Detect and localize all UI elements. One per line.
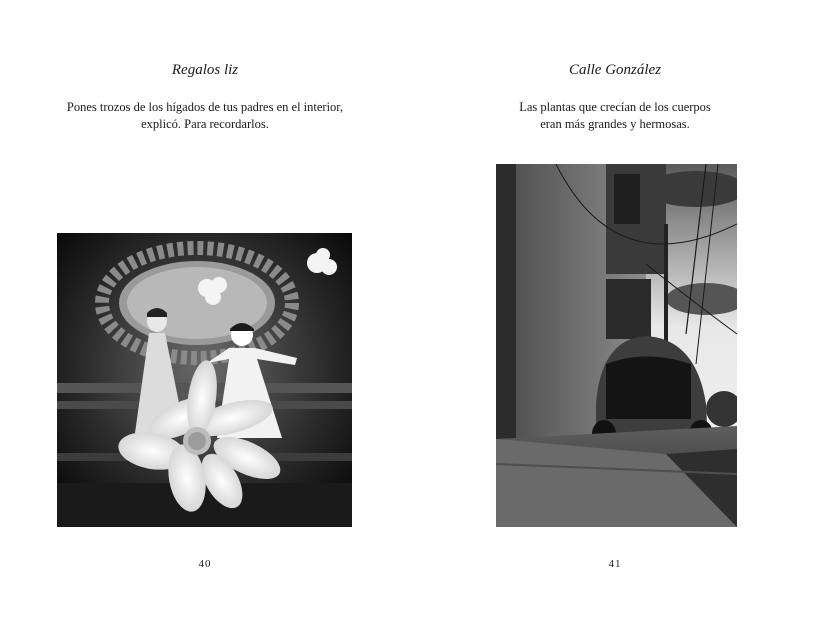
left-text-line: explicó. Para recordarlos. [141,117,269,131]
dolls-flower-photo [57,233,352,527]
right-text-line: eran más grandes y hermosas. [540,117,690,131]
street-car-photo [496,164,737,527]
right-text-line: Las plantas que crecían de los cuerpos [519,100,711,114]
right-page [410,0,820,619]
left-page-number: 40 [198,558,212,570]
right-page-number: 41 [608,558,622,570]
left-page-text [0,99,410,133]
right-page-title: Calle González [568,62,662,78]
left-page-title: Regalos liz [171,62,239,78]
right-page-text [410,99,820,133]
left-text-line: Pones trozos de los hígados de tus padres en el interior, [66,100,344,114]
